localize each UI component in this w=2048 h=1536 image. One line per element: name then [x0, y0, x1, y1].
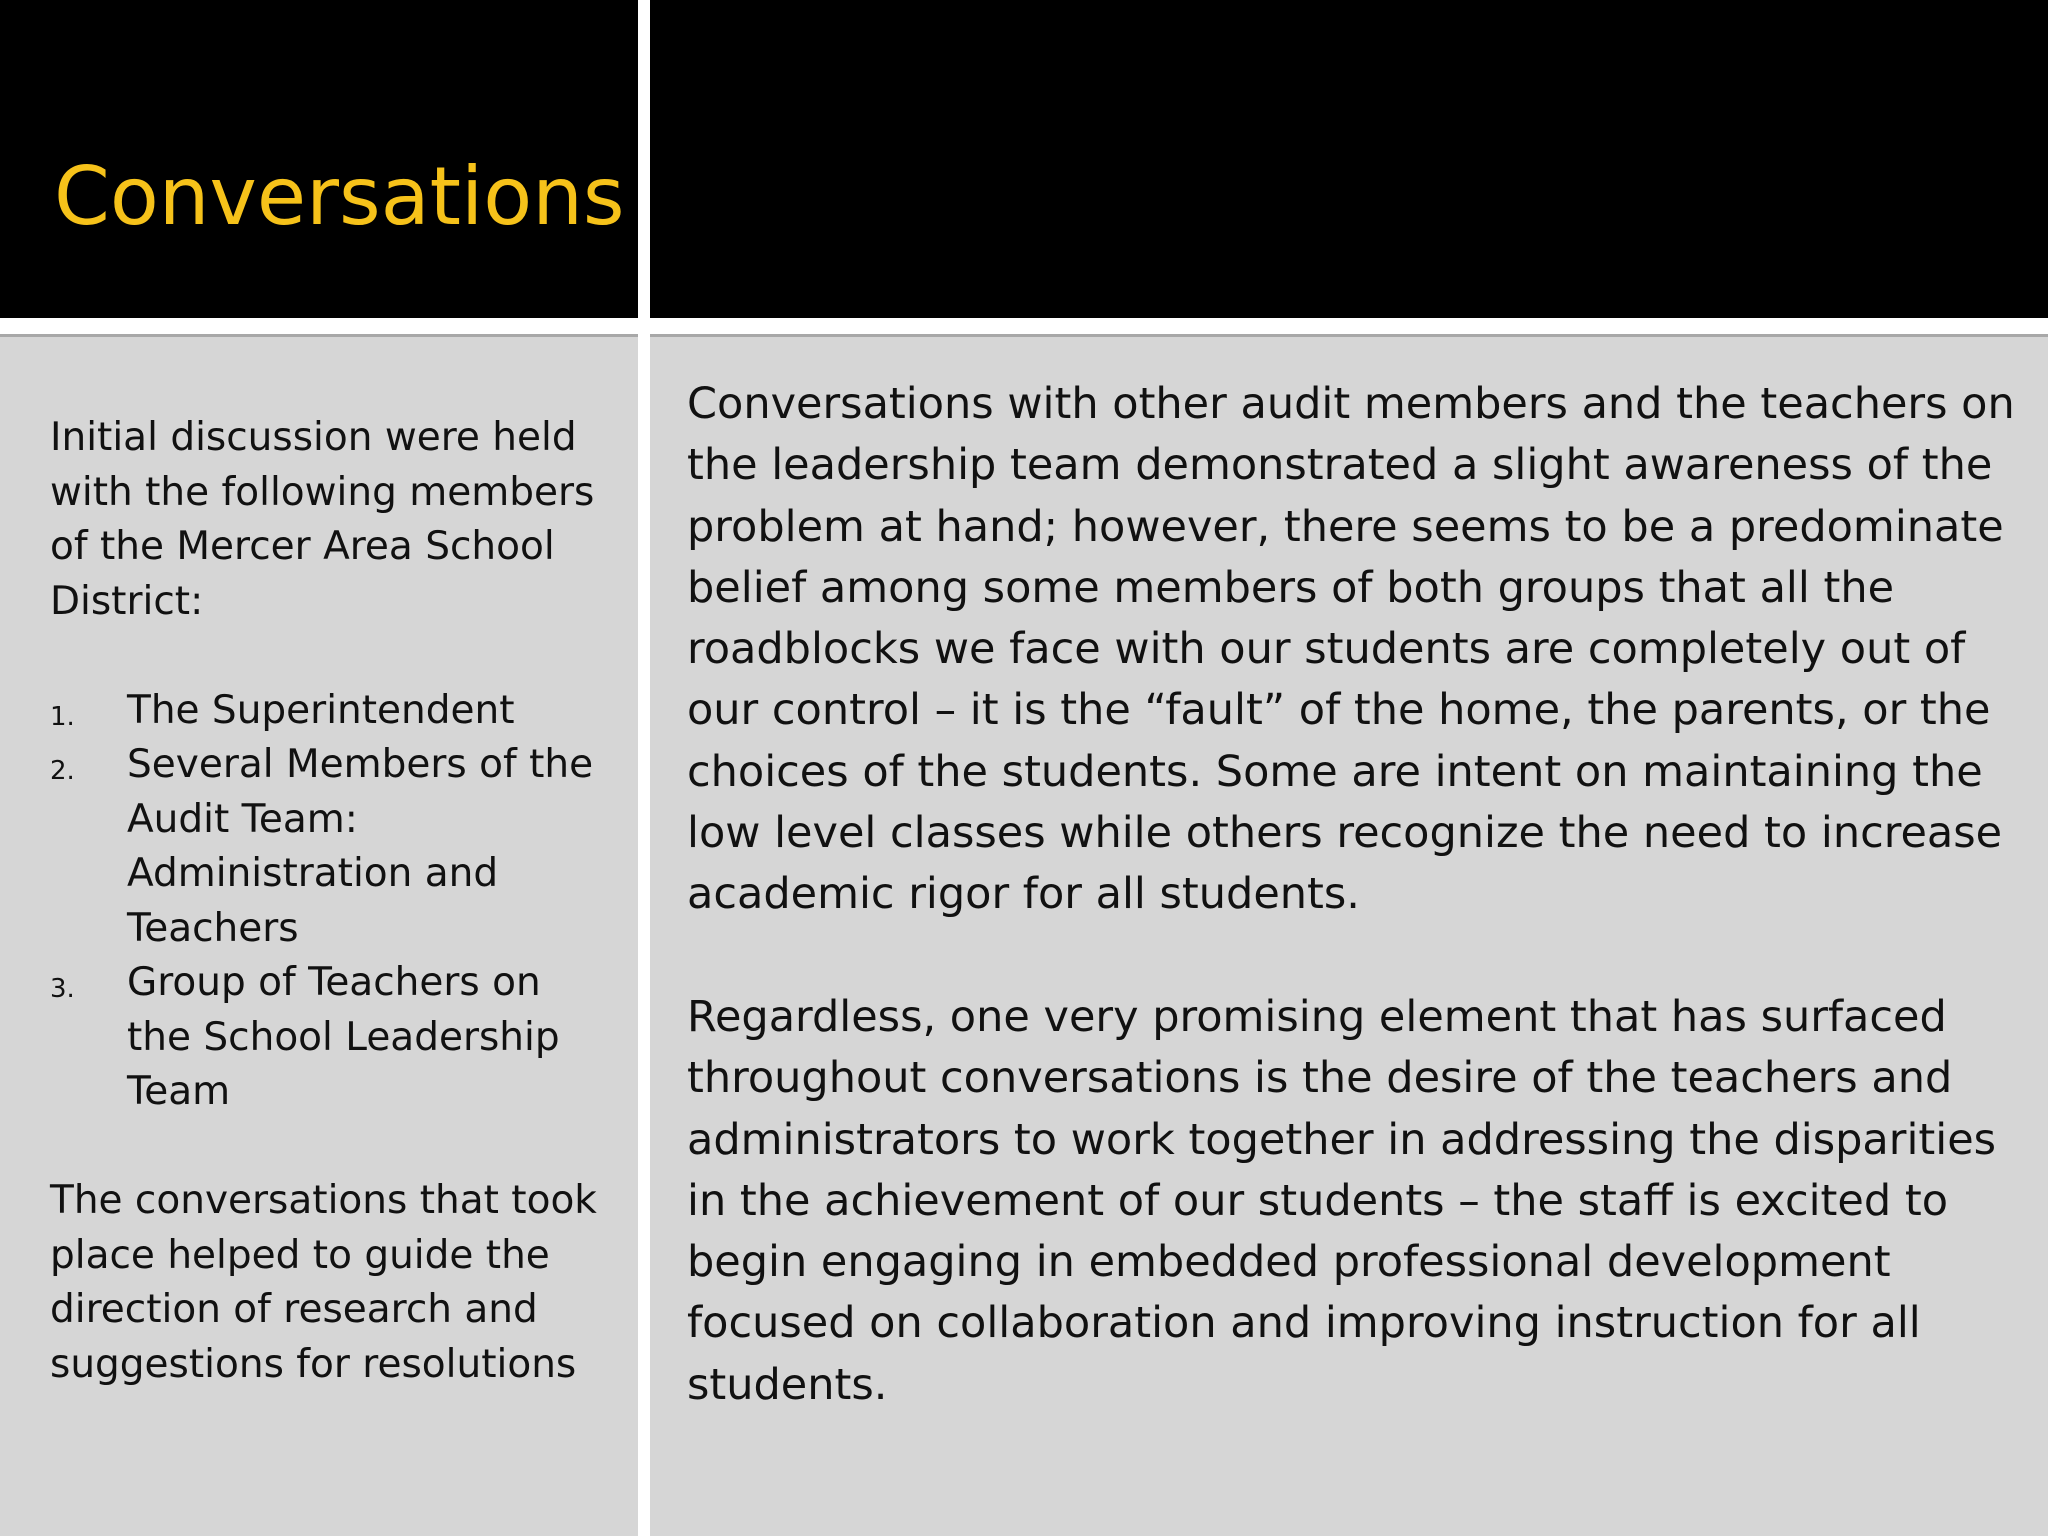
header-band: [650, 0, 2048, 318]
paragraph-collaboration: Regardless, one very promising element that has surfaced throughout conversations is the desire of the teachers and administrators to work together in addressing the disparities in the achievement of our students – the staff is excited to begin engaging in embedded professional development focused on collaboration and improving instruction for all students.: [687, 991, 1997, 1410]
list-item: [50, 956, 610, 1120]
list-item: [50, 738, 610, 956]
list-item-number: 2.: [50, 756, 75, 786]
list-item-text: Several Members of the Audit Team: Administration and Teachers: [127, 742, 594, 951]
list-item: [50, 684, 610, 739]
list-item-number: 3.: [50, 974, 75, 1004]
slide-title: Conversations: [54, 150, 625, 243]
left-text-content: [50, 411, 610, 1392]
participants-list: [50, 684, 610, 1120]
list-item-text: Group of Teachers on the School Leadership Team: [127, 960, 560, 1114]
right-text-panel: [650, 334, 2048, 1536]
spacer: [50, 629, 610, 684]
list-item-text: The Superintendent: [127, 687, 515, 733]
paragraph-awareness: Conversations with other audit members and the teachers on the leadership team demonstrated a slight awareness of the problem at hand; however, there seems to be a predominate belief among some members of both groups that all the roadblocks we face with our students are completely out of our control – it is the “fault” of the home, the parents, or the choices of the students. Some are intent on maintaining the low level classes while others recognize the need to increase academic rigor for all students.: [687, 379, 2015, 920]
spacer: [50, 1120, 610, 1175]
right-text-content: [687, 374, 2027, 1416]
left-text-panel: [0, 334, 638, 1536]
closing-text: The conversations that took place helped to guide the direction of research and suggestions for resolutions: [50, 1178, 597, 1387]
spacer: [687, 926, 2027, 987]
list-item-number: 1.: [50, 701, 75, 732]
intro-text: Initial discussion were held with the following members of the Mercer Area School District:: [50, 415, 595, 624]
title-panel: [0, 0, 638, 318]
